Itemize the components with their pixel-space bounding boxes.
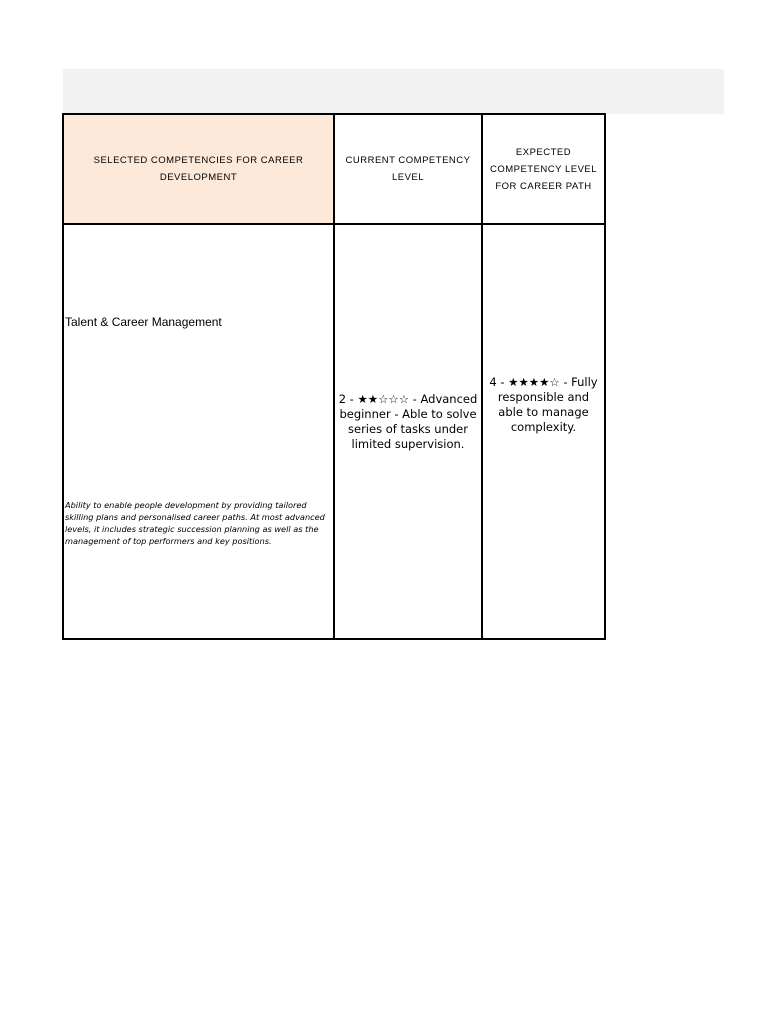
header-band [63, 69, 724, 114]
competency-cell [63, 224, 334, 639]
expected-level-cell: 4 - ★★★★☆ - Fully responsible and able to manage complexity. [482, 224, 605, 639]
table-header-row [63, 114, 605, 224]
header-expected-level: EXPECTED COMPETENCY LEVEL FOR CAREER PATH [482, 114, 605, 224]
table-row [63, 224, 605, 639]
competency-description: Ability to enable people development by providing tailored skilling plans and personalised career paths. At most advanced levels, it includes strategic succession planning as well as the management of top performers and key positions. [65, 500, 325, 546]
competency-name: Talent & Career Management [65, 315, 222, 329]
competency-table [62, 113, 606, 640]
header-selected-competencies: SELECTED COMPETENCIES FOR CAREER DEVELOPMENT [63, 114, 334, 224]
current-level-cell: 2 - ★★☆☆☆ - Advanced beginner - Able to solve series of tasks under limited supervision. [334, 224, 482, 639]
header-current-level: CURRENT COMPETENCY LEVEL [334, 114, 482, 224]
